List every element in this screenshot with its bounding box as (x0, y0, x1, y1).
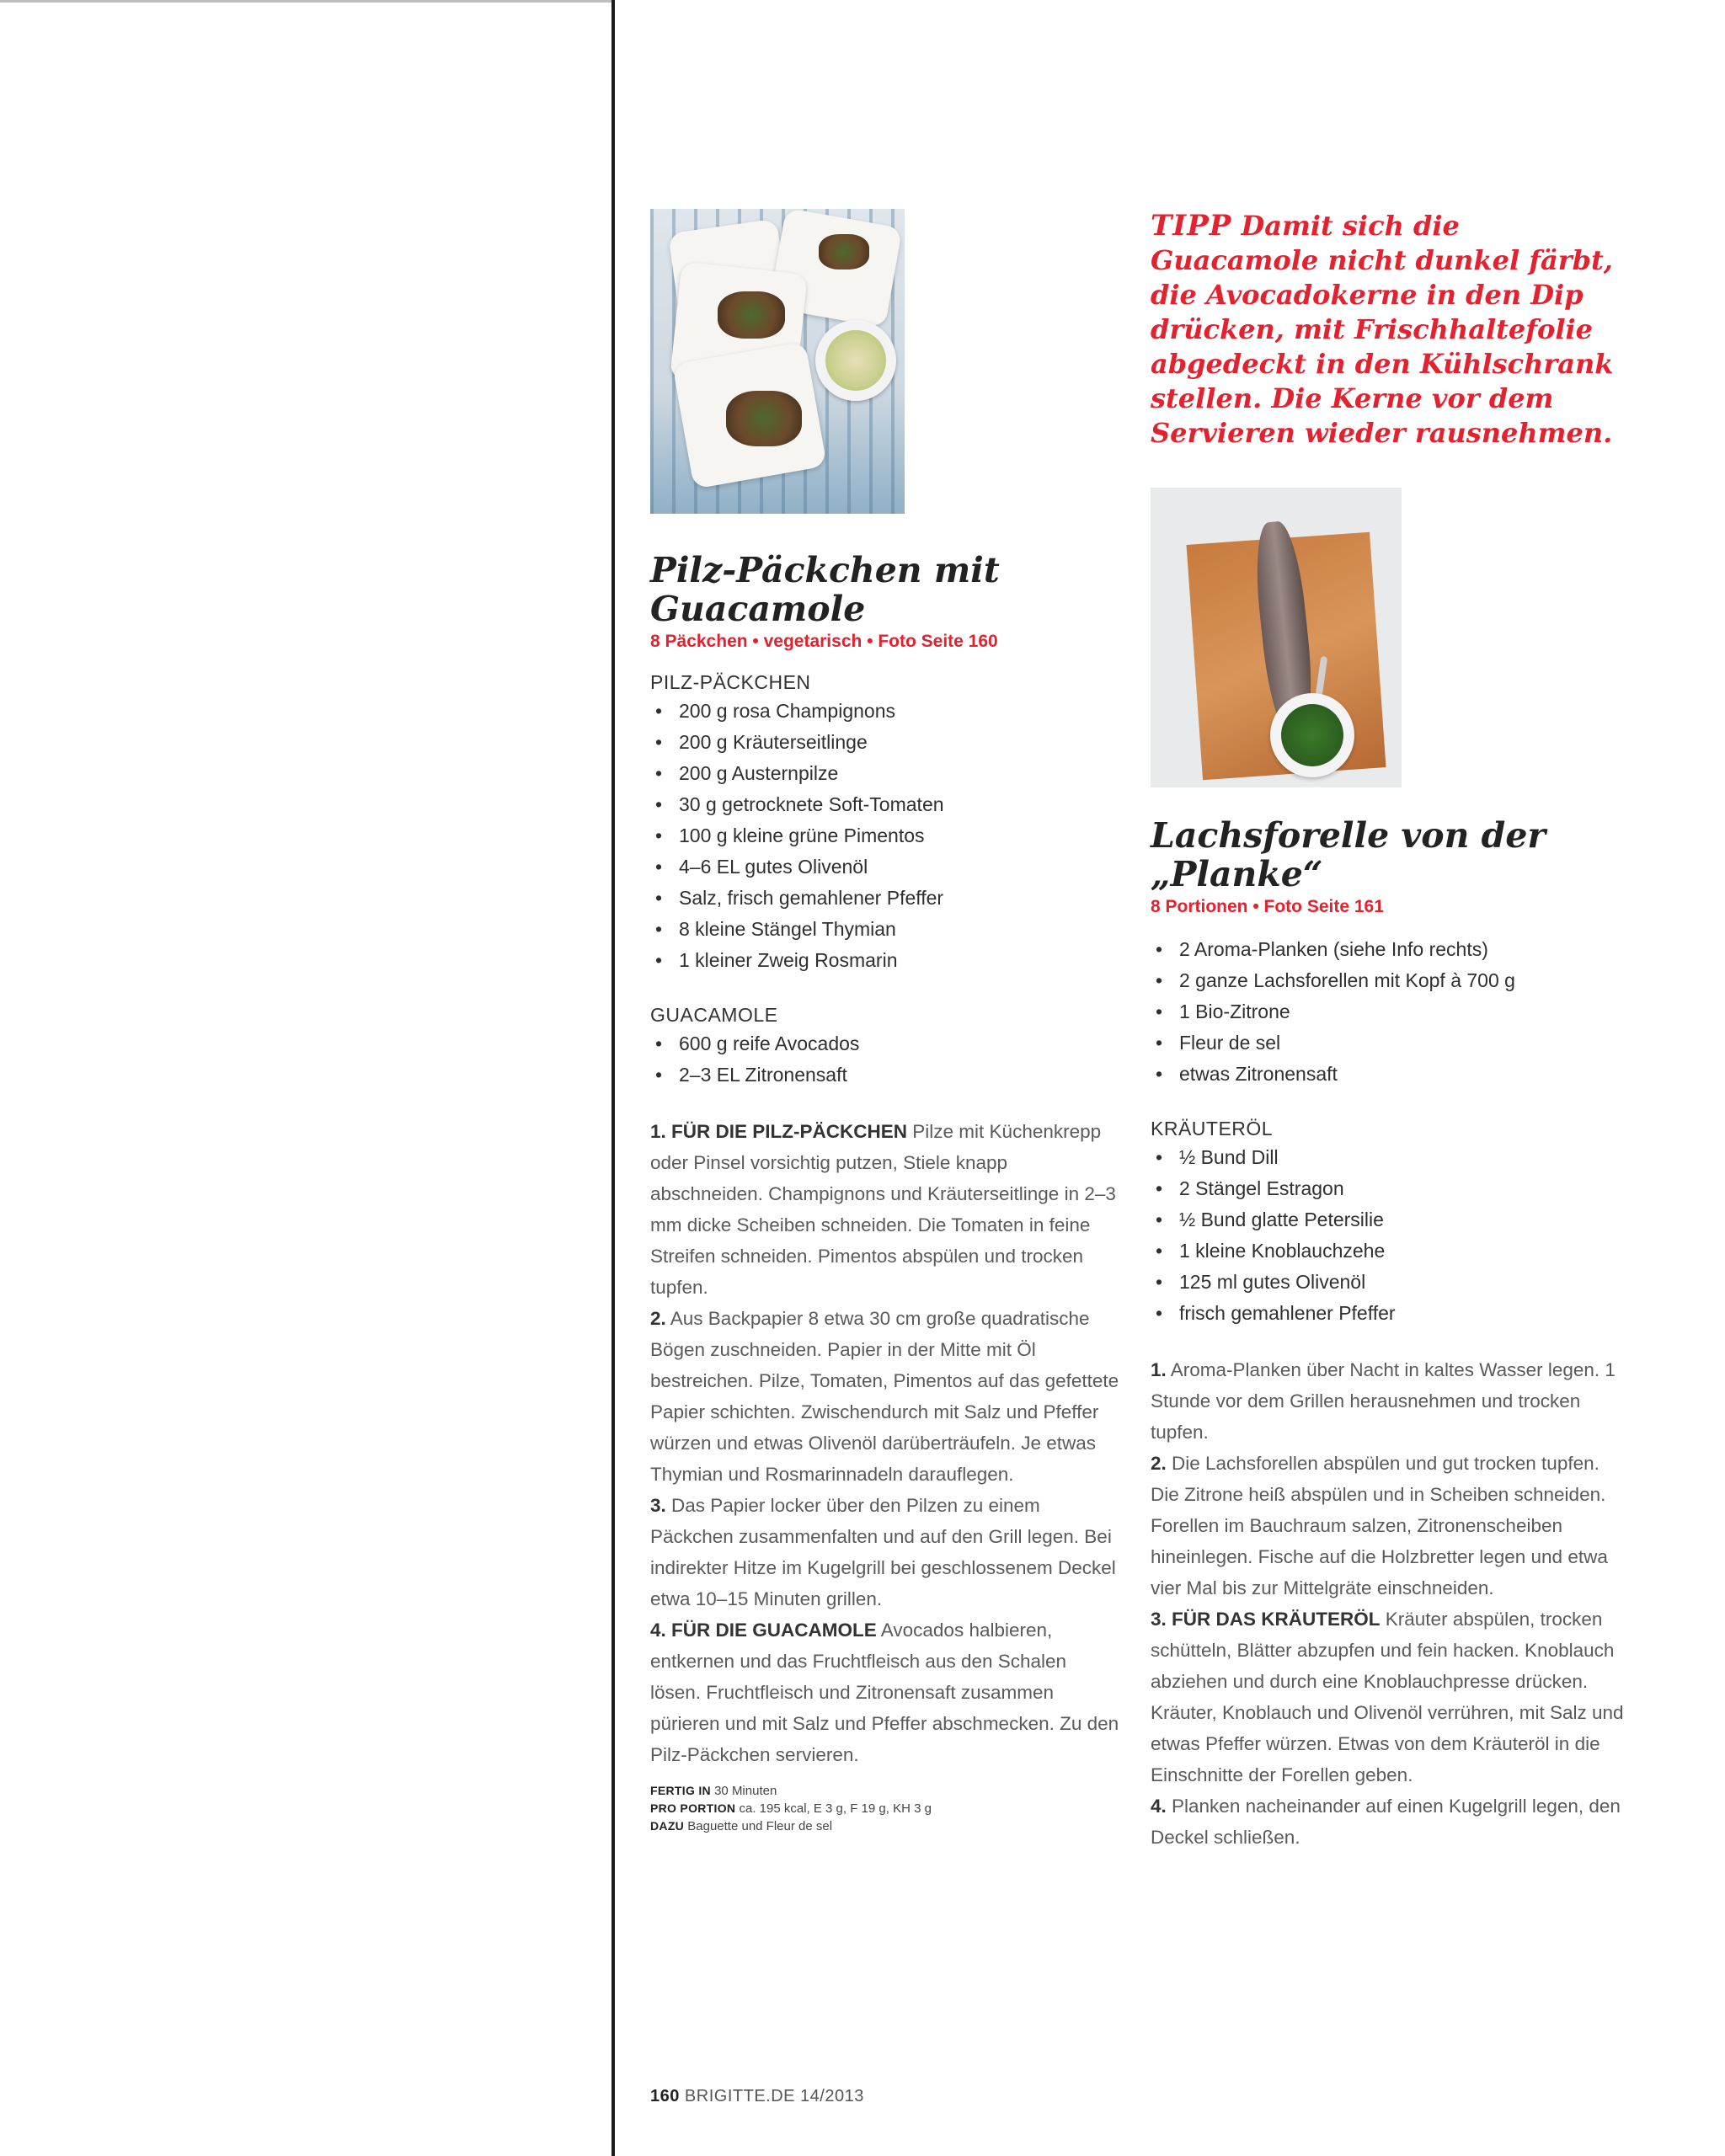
photo-mushroom-filling (819, 234, 869, 270)
right-method (1151, 1354, 1631, 1853)
ingredient-item: • 2 ganze Lachsforellen mit Kopf à 700 g (1151, 965, 1631, 996)
ingredient-item: • etwas Zitronensaft (1151, 1059, 1631, 1090)
ingredient-item: • 1 Bio-Zitrone (1151, 996, 1631, 1027)
ingredient-item: • 1 kleine Knoblauchzehe (1151, 1235, 1631, 1267)
step-heading: FÜR DIE PILZ-PÄCKCHEN (671, 1121, 908, 1142)
page-number: 160 (650, 2087, 680, 2105)
ingredient-list (1151, 934, 1631, 1090)
ingredient-item: • ½ Bund Dill (1151, 1142, 1631, 1173)
step-text: Aus Backpapier 8 etwa 30 cm große quadratische Bögen zuschneiden. Papier in der Mitte mit Öl bestreichen. Pilze, Tomaten, Pimentos auf das gefettete Papier schichten. Zwischendurch mit Salz und Pfeffer würzen und etwas Olivenöl darüberträufeln. Je etwas Thymian und Rosmarinnadeln darauflegen. (650, 1308, 1119, 1485)
nutrition-line (650, 1782, 1122, 1800)
ingredient-item: • 200 g Austernpilze (650, 758, 1122, 789)
nutrition-label: PRO PORTION (650, 1801, 736, 1815)
mushroom-parcels-photo (650, 209, 905, 514)
right-recipe-title: Lachsforelle von der „Planke“ (1151, 815, 1546, 894)
nutrition-value: 30 Minuten (710, 1784, 777, 1798)
ingredient-item: • Salz, frisch gemahlener Pfeffer (650, 883, 1122, 914)
step-number: 4. (1151, 1796, 1167, 1817)
ingredient-list (650, 1028, 1122, 1091)
step-number: 4. (650, 1620, 666, 1641)
nutrition-label: FERTIG IN (650, 1784, 711, 1797)
method-step (650, 1490, 1122, 1614)
method-step (650, 1303, 1122, 1490)
left-recipe-column (650, 209, 1122, 1835)
nutrition-label: DAZU (650, 1819, 685, 1833)
right-recipe-column (1151, 209, 1631, 1853)
step-text: Planken nacheinander auf einen Kugelgrill legen, den Deckel schließen. (1151, 1796, 1621, 1848)
step-text: Aroma-Planken über Nacht in kaltes Wasser legen. 1 Stunde vor dem Grillen herausnehmen und trocken tupfen. (1151, 1359, 1616, 1443)
ingredient-item: • 4–6 EL gutes Olivenöl (650, 851, 1122, 883)
nutrition-line (650, 1817, 1122, 1835)
step-text: Pilze mit Küchenkrepp oder Pinsel vorsichtig putzen, Stiele knapp abschneiden. Champignons und Kräuterseitlinge in 2–3 mm dicke Scheiben schneiden. Die Tomaten in feine Streifen schneiden. Pimentos abspülen und trocken tupfen. (650, 1121, 1116, 1298)
ingredient-item: • 30 g getrocknete Soft-Tomaten (650, 789, 1122, 820)
step-text: Das Papier locker über den Pilzen zu einem Päckchen zusammenfalten und auf den Grill legen. Bei indirekter Hitze im Kugelgrill bei geschlossenem Deckel etwa 10–15 Minuten grillen. (650, 1495, 1116, 1609)
page-top-rule (0, 0, 611, 3)
step-text: Die Lachsforellen abspülen und gut trocken tupfen. Die Zitrone heiß abspülen und in Scheiben schneiden. Forellen im Bauchraum salzen, Zitronenscheiben hineinlegen. Fische auf die Holzbretter legen und etwa vier Mal bis zur Mittelgräte einschneiden. (1151, 1453, 1608, 1598)
step-number: 2. (1151, 1453, 1167, 1474)
method-step (1151, 1448, 1631, 1604)
right-ingredients (1151, 934, 1631, 1329)
nutrition-value: Baguette und Fleur de sel (684, 1819, 833, 1833)
ingredient-section-heading: GUACAMOLE (650, 1004, 778, 1026)
photo-mushroom-filling (718, 291, 785, 339)
ingredient-list (650, 696, 1122, 976)
nutrition-value: ca. 195 kcal, E 3 g, F 19 g, KH 3 g (735, 1801, 932, 1816)
step-number: 3. (650, 1495, 666, 1516)
ingredient-item: • 600 g reife Avocados (650, 1028, 1122, 1059)
method-step (1151, 1354, 1631, 1448)
photo-mushroom-filling (726, 391, 802, 446)
left-method (650, 1116, 1122, 1770)
tip-label: TIPP (1151, 209, 1232, 243)
publication-name: BRIGITTE.DE 14/2013 (679, 2087, 864, 2105)
right-recipe-meta: 8 Portionen • Foto Seite 161 (1151, 897, 1384, 916)
nutrition-info (650, 1782, 1122, 1835)
ingredient-item: • Fleur de sel (1151, 1027, 1631, 1059)
left-ingredients (650, 669, 1122, 1091)
ingredient-item: • 2 Stängel Estragon (1151, 1173, 1631, 1204)
page-footer (650, 2087, 864, 2106)
ingredient-list (1151, 1142, 1631, 1329)
step-heading: FÜR DAS KRÄUTERÖL (1172, 1609, 1381, 1630)
left-recipe-title: Pilz-Päckchen mit Guacamole (650, 550, 1000, 629)
step-heading: FÜR DIE GUACAMOLE (671, 1620, 877, 1641)
ingredient-item: • 125 ml gutes Olivenöl (1151, 1267, 1631, 1298)
ingredient-item: • 1 kleiner Zweig Rosmarin (650, 945, 1122, 976)
step-number: 1. (650, 1121, 666, 1142)
step-text: Kräuter abspülen, trocken schütteln, Blätter abzupfen und fein hacken. Knoblauch abziehen und durch eine Knoblauchpresse drücken. Kräuter, Knoblauch und Olivenöl verrühren, mit Salz und etwas Pfeffer würzen. Etwas von dem Kräuteröl in die Einschnitte der Forellen geben. (1151, 1609, 1624, 1785)
ingredient-item: • frisch gemahlener Pfeffer (1151, 1298, 1631, 1329)
method-step (1151, 1604, 1631, 1790)
ingredient-item: • ½ Bund glatte Petersilie (1151, 1204, 1631, 1235)
ingredient-section-heading: KRÄUTERÖL (1151, 1118, 1274, 1139)
ingredient-item: • 8 kleine Stängel Thymian (650, 914, 1122, 945)
ingredient-item: • 200 g rosa Champignons (650, 696, 1122, 727)
step-number: 2. (650, 1308, 666, 1329)
page-gutter-line (611, 0, 615, 2156)
photo-guacamole-bowl (815, 320, 896, 401)
step-number: 3. (1151, 1609, 1167, 1630)
trout-plank-photo (1151, 488, 1402, 787)
method-step (650, 1116, 1122, 1303)
nutrition-line (650, 1800, 1122, 1817)
step-text: Avocados halbieren, entkernen und das Fruchtfleisch aus den Schalen lösen. Fruchtfleisch und Zitronensaft zusammen pürieren und mit Salz und Pfeffer abschmecken. Zu den Pilz-Päckchen servieren. (650, 1620, 1119, 1765)
tip-box (1151, 209, 1631, 451)
ingredient-item: • 200 g Kräuterseitlinge (650, 727, 1122, 758)
ingredient-item: • 2 Aroma-Planken (siehe Info rechts) (1151, 934, 1631, 965)
method-step (1151, 1790, 1631, 1853)
photo-herb-oil-bowl (1270, 693, 1354, 777)
step-number: 1. (1151, 1359, 1167, 1380)
left-recipe-meta: 8 Päckchen • vegetarisch • Foto Seite 160 (650, 632, 998, 651)
tip-text: Damit sich die Guacamole nicht dunkel färbt, die Avocadokerne in den Dip drücken, mit Frischhaltefolie abgedeckt in den Kühlschrank stellen. Die Kerne vor dem Servieren wieder rausnehmen. (1151, 210, 1614, 449)
method-step (650, 1614, 1122, 1770)
ingredient-item: • 2–3 EL Zitronensaft (650, 1059, 1122, 1091)
ingredient-item: • 100 g kleine grüne Pimentos (650, 820, 1122, 851)
ingredient-section-heading: PILZ-PÄCKCHEN (650, 671, 811, 693)
